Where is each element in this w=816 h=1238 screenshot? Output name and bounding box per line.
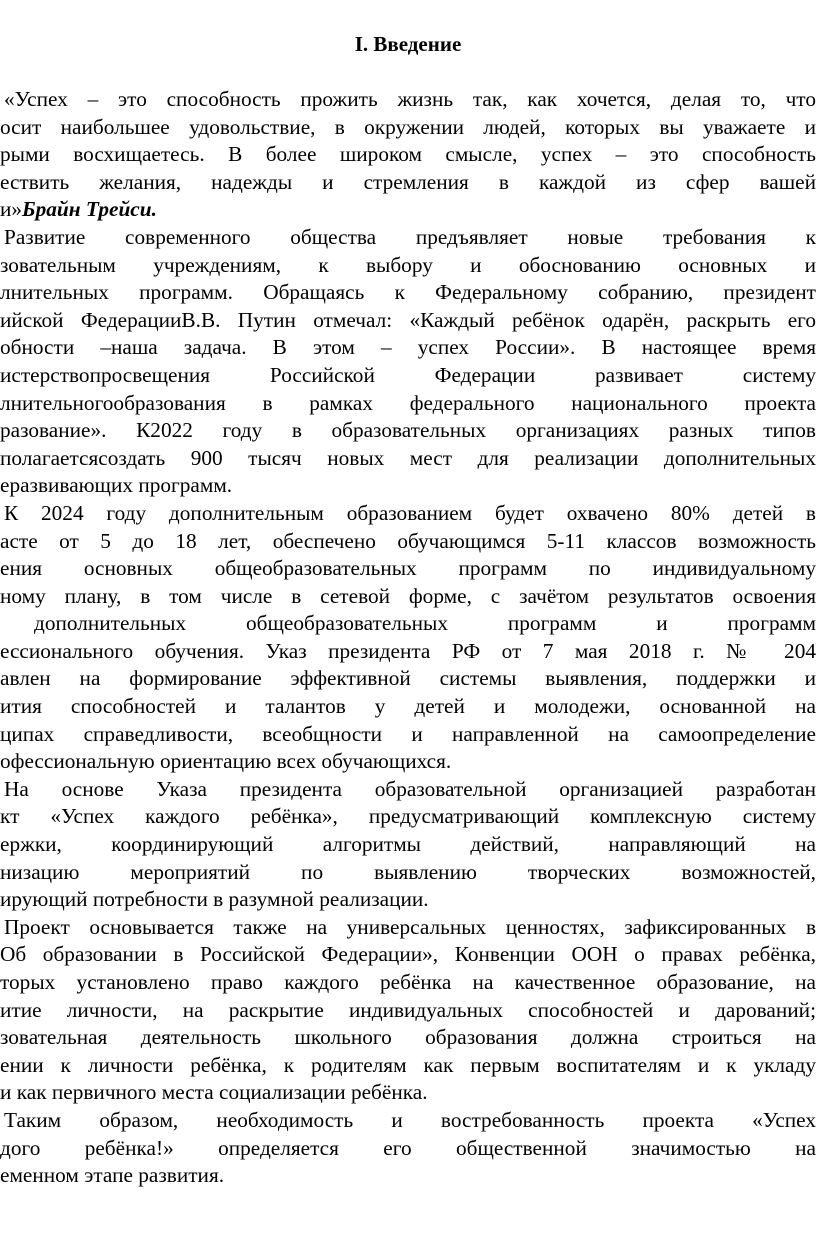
text-line: ержки, координирующий алгоритмы действий, направляющий на xyxy=(0,832,816,857)
paragraph-values xyxy=(0,914,816,1107)
text-line: ении к личности ребёнка, к родителям как первым воспитателям и к укладу xyxy=(0,1052,816,1077)
section-heading: I. Введение xyxy=(354,32,462,56)
text-line: обности –наша задача. В этом – успех России». В настоящее время xyxy=(0,335,816,360)
quote-author: Брайн Трейси. xyxy=(22,197,157,222)
text-line: ципах справедливости, всеобщности и направленной на самоопределение xyxy=(0,721,816,746)
text-line: ития способностей и талантов у детей и молодежи, основанной на xyxy=(0,694,816,719)
text-line: осит наибольшее удовольствие, в окружении людей, которых вы уважаете и xyxy=(0,114,816,139)
text-line: ному плану, в том числе в сетевой форме, с зачётом результатов освоения xyxy=(0,583,816,608)
text-line: ийской ФедерацииВ.В. Путин отмечал: «Каждый ребёнок одарён, раскрыть его xyxy=(0,307,816,332)
text-line: асте от 5 до 18 лет, обеспечено обучающимся 5-11 классов возможность xyxy=(0,528,816,553)
paragraph-conclusion xyxy=(0,1107,816,1190)
text-line: зовательным учреждениям, к выбору и обоснованию основных и xyxy=(0,252,816,277)
quote-paragraph xyxy=(0,86,816,224)
text-line: дополнительных общеобразовательных программ и программ xyxy=(34,611,816,636)
text-line: итие личности, на раскрытие индивидуальных способностей и дарований; xyxy=(0,997,816,1022)
paragraph-2024 xyxy=(0,500,816,776)
text-line: разование». К2022 году в образовательных организациях разных типов xyxy=(0,418,816,443)
text-line: лнительногообразования в рамках федерального национального проекта xyxy=(0,390,816,415)
paragraph-decree xyxy=(0,776,816,914)
text-line: Об образовании в Российской Федерации», Конвенции ООН о правах ребёнка, xyxy=(0,942,816,967)
text-line: полагаетсясоздать 900 тысяч новых мест для реализации дополнительных xyxy=(0,445,816,470)
paragraph-development xyxy=(0,224,816,500)
text-line: ессионального обучения. Указ президента РФ от 7 мая 2018 г. № 204 xyxy=(0,638,816,663)
text-line: На основе Указа президента образовательной организацией разработан xyxy=(4,776,816,801)
text-line: низацию мероприятий по выявлению творческих возможностей, xyxy=(0,859,816,884)
text-line: кт «Успех каждого ребёнка», предусматривающий комплексную систему xyxy=(0,804,816,829)
text-line: истерствопросвещения Российской Федерации развивает систему xyxy=(0,362,816,387)
text-line: офессиональную ориентацию всех обучающихся. xyxy=(0,749,452,774)
text-line: ирующий потребности в разумной реализации. xyxy=(0,887,429,912)
text-line: еменном этапе развития. xyxy=(0,1163,225,1188)
text-line: Проект основывается также на универсальных ценностях, зафиксированных в xyxy=(4,914,816,939)
text-line: ения основных общеобразовательных программ по индивидуальному xyxy=(0,556,816,581)
text-line: и как первичного места социализации ребёнка. xyxy=(0,1080,428,1105)
text-line: еразвивающих программ. xyxy=(0,473,233,498)
document-body xyxy=(0,86,816,1190)
text-line: рыми восхищаетесь. В более широком смысле, успех – это способность xyxy=(0,142,816,167)
text-line: торых установлено право каждого ребёнка на качественное образование, на xyxy=(0,970,816,994)
text-line: лнительных программ. Обращаясь к Федеральному собранию, президент xyxy=(0,280,816,305)
text-line: ествить желания, надежды и стремления в каждой из сфер вашей xyxy=(0,169,816,194)
text-line xyxy=(0,196,816,224)
text-line: К 2024 году дополнительным образованием будет охвачено 80% детей в xyxy=(4,500,816,525)
text-line: «Успех – это способность прожить жизнь так, как хочется, делая то, что xyxy=(4,87,816,111)
text-line: Развитие современного общества предъявляет новые требования к xyxy=(4,224,816,249)
text-line: авлен на формирование эффективной системы выявления, поддержки и xyxy=(0,666,816,691)
quote-closing: и» xyxy=(0,197,23,222)
text-line: дого ребёнка!» определяется его общественной значимостью на xyxy=(0,1135,816,1160)
text-line: зовательная деятельность школьного образования должна строиться на xyxy=(0,1025,816,1050)
text-line: Таким образом, необходимость и востребованность проекта «Успех xyxy=(4,1107,816,1132)
